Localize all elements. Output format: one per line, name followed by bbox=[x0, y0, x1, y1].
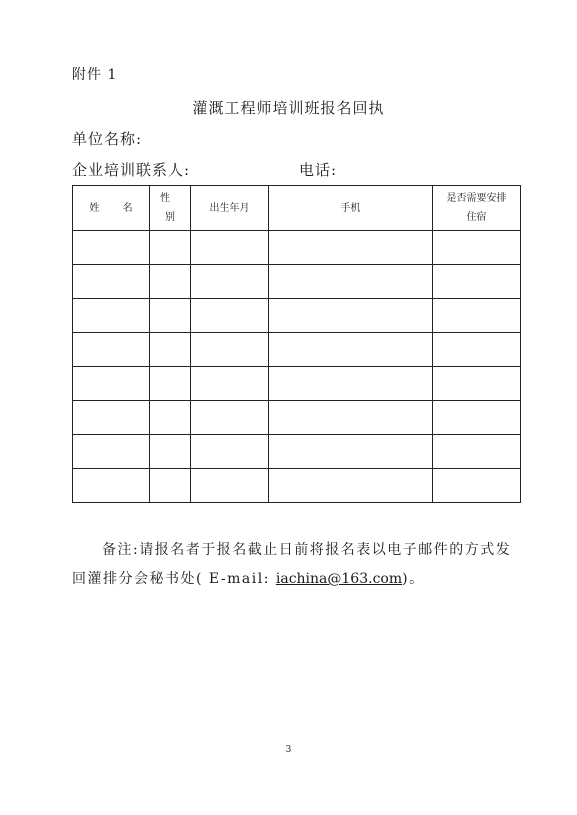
table-cell[interactable] bbox=[433, 333, 521, 367]
table-cell[interactable] bbox=[73, 299, 150, 333]
table-cell[interactable] bbox=[433, 435, 521, 469]
table-cell[interactable] bbox=[150, 367, 191, 401]
table-cell[interactable] bbox=[150, 401, 191, 435]
table-cell[interactable] bbox=[433, 299, 521, 333]
header-accommodation: 是否需要安排住宿 bbox=[433, 186, 521, 231]
table-cell[interactable] bbox=[191, 333, 269, 367]
table-cell[interactable] bbox=[150, 333, 191, 367]
header-birth-date: 出生年月 bbox=[191, 186, 269, 231]
note-text-end: )。 bbox=[402, 571, 425, 587]
attachment-label: 附件 1 bbox=[72, 67, 118, 83]
table-cell[interactable] bbox=[150, 265, 191, 299]
table-cell[interactable] bbox=[191, 231, 269, 265]
table-row bbox=[73, 299, 521, 333]
table-cell[interactable] bbox=[73, 231, 150, 265]
table-cell[interactable] bbox=[433, 469, 521, 503]
phone-label: 电话: bbox=[299, 161, 338, 179]
table-cell[interactable] bbox=[150, 469, 191, 503]
header-gender: 性 别 bbox=[150, 186, 191, 231]
header-mobile: 手机 bbox=[269, 186, 433, 231]
table-cell[interactable] bbox=[269, 333, 433, 367]
table-row bbox=[73, 469, 521, 503]
email-link[interactable]: iachina@163.com bbox=[275, 571, 403, 587]
table-cell[interactable] bbox=[73, 435, 150, 469]
table-cell[interactable] bbox=[191, 469, 269, 503]
table-row bbox=[73, 333, 521, 367]
table-cell[interactable] bbox=[73, 367, 150, 401]
registration-table bbox=[72, 185, 521, 503]
table-cell[interactable] bbox=[191, 435, 269, 469]
table-body bbox=[73, 231, 521, 503]
table-cell[interactable] bbox=[269, 367, 433, 401]
table-cell[interactable] bbox=[73, 333, 150, 367]
table-cell[interactable] bbox=[433, 367, 521, 401]
table-cell[interactable] bbox=[269, 401, 433, 435]
table-cell[interactable] bbox=[73, 469, 150, 503]
table-cell[interactable] bbox=[269, 265, 433, 299]
table-row bbox=[73, 367, 521, 401]
table-cell[interactable] bbox=[73, 265, 150, 299]
table-cell[interactable] bbox=[269, 435, 433, 469]
table-cell[interactable] bbox=[150, 299, 191, 333]
note-paragraph bbox=[72, 536, 522, 594]
table-cell[interactable] bbox=[269, 231, 433, 265]
table-cell[interactable] bbox=[433, 401, 521, 435]
table-cell[interactable] bbox=[191, 265, 269, 299]
document-title: 灌溉工程师培训班报名回执 bbox=[192, 99, 385, 117]
note-text: 备注:请报名者于报名截止日前将报名表以电子邮件的方式发回灌排分会秘书处( E-mail: bbox=[72, 542, 512, 587]
table-row bbox=[73, 265, 521, 299]
table-cell[interactable] bbox=[269, 299, 433, 333]
unit-name-label: 单位名称: bbox=[72, 130, 143, 148]
header-name: 姓 名 bbox=[73, 186, 150, 231]
table-cell[interactable] bbox=[191, 401, 269, 435]
table-cell[interactable] bbox=[433, 265, 521, 299]
table-cell[interactable] bbox=[433, 231, 521, 265]
table-row bbox=[73, 401, 521, 435]
table-row bbox=[73, 435, 521, 469]
table-cell[interactable] bbox=[191, 367, 269, 401]
page-number: 3 bbox=[285, 745, 292, 755]
table-cell[interactable] bbox=[191, 299, 269, 333]
table-cell[interactable] bbox=[150, 231, 191, 265]
table-row bbox=[73, 231, 521, 265]
table-cell[interactable] bbox=[150, 435, 191, 469]
table-header-row bbox=[73, 186, 521, 231]
contact-person-label: 企业培训联系人: bbox=[72, 161, 191, 179]
table-cell[interactable] bbox=[269, 469, 433, 503]
table-cell[interactable] bbox=[73, 401, 150, 435]
